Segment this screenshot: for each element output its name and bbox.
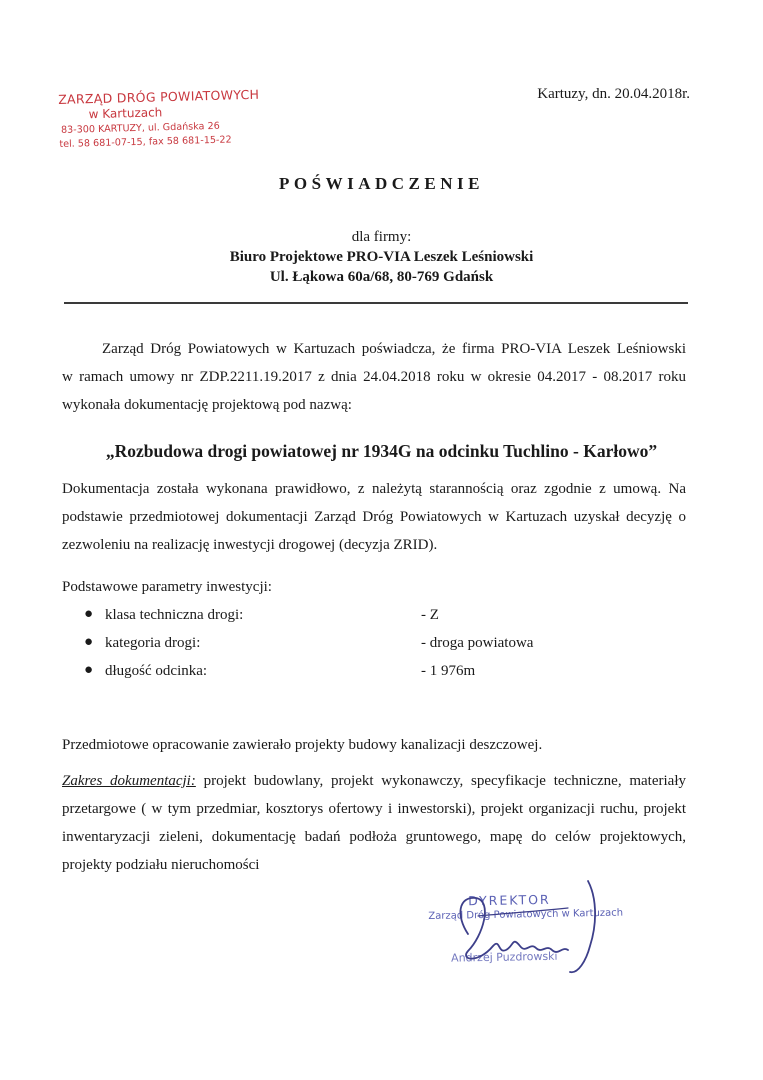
params-heading: Podstawowe parametry inwestycji: (62, 579, 272, 595)
para3: Przedmiotowe opracowanie zawierało projekty budowy kanalizacji deszczowej. (62, 737, 543, 753)
scope-line-3: inwentaryzacji zieleni, dokumentację badań podłoża gruntowego, mapę do celów projektowych, (62, 829, 686, 845)
param-label: kategoria drogi: (105, 635, 201, 651)
document-title: POŚWIADCZENIE (279, 174, 484, 193)
para1-line-2: w ramach umowy nr ZDP.2211.19.2017 z dnia 24.04.2018 roku w okresie 04.2017 - 08.2017 roku (62, 369, 686, 385)
scope-line-4: projekty podziału nieruchomości (62, 857, 260, 873)
bullet-dot: ● (84, 606, 94, 622)
param-value: - Z (421, 607, 439, 623)
param-value: - 1 976m (421, 663, 476, 679)
scope-label: Zakres dokumentacji: (62, 773, 196, 789)
scope-line-1 (62, 773, 686, 790)
scope-text: projekt budowlany, projekt wykonawczy, specyfikacje techniczne, materiały (195, 773, 686, 789)
separator-rule (64, 302, 688, 304)
param-label: długość odcinka: (105, 663, 208, 679)
stamp-contact: tel. 58 681-07-15, fax 58 681-15-22 (59, 134, 232, 150)
stamp-address: 83-300 KARTUZY, ul. Gdańska 26 (60, 120, 220, 136)
director-title: DYREKTOR (467, 891, 551, 909)
recipient-intro: dla firmy: (351, 229, 412, 245)
place-date: Kartuzy, dn. 20.04.2018r. (537, 86, 690, 102)
param-value: - droga powiatowa (421, 635, 534, 651)
director-org: Zarząd Dróg Powiatowych w Kartuzach (428, 907, 624, 922)
para1-line-3: wykonała dokumentację projektową pod nazwą: (62, 397, 352, 413)
param-label: klasa techniczna drogi: (105, 607, 244, 623)
para1-line-1: Zarząd Dróg Powiatowych w Kartuzach poświadcza, że firma PRO-VIA Leszek Leśniowski (102, 341, 686, 357)
stamp-org-name: ZARZĄD DRÓG POWIATOWYCH (58, 86, 260, 107)
para2-line-1: Dokumentacja została wykonana prawidłowo, z należytą starannością oraz zgodnie z umową. Na (62, 481, 686, 497)
scope-line-2: przetargowe ( w tym przedmiar, kosztorys ofertowy i inwestorski), projekt organizacji ruchu, projekt (62, 801, 686, 817)
para2-line-3: zezwoleniu na realizację inwestycji drogowej (decyzja ZRID). (62, 537, 438, 553)
bullet-dot: ● (84, 662, 94, 678)
recipient-company: Biuro Projektowe PRO-VIA Leszek Leśniowski (229, 249, 534, 265)
para2-line-2: podstawie przedmiotowej dokumentacji Zarząd Dróg Powiatowych w Kartuzach uzyskał decyzję o (62, 509, 686, 525)
handwritten-signature (438, 876, 608, 976)
director-name: Andrzej Puzdrowski (451, 949, 558, 965)
bullet-dot: ● (84, 634, 94, 650)
project-subject: „Rozbudowa drogi powiatowej nr 1934G na odcinku Tuchlino - Karłowo” (105, 441, 658, 461)
stamp-location: w Kartuzach (88, 105, 163, 122)
recipient-address: Ul. Łąkowa 60a/68, 80-769 Gdańsk (269, 269, 494, 285)
header-stamp (58, 87, 261, 150)
